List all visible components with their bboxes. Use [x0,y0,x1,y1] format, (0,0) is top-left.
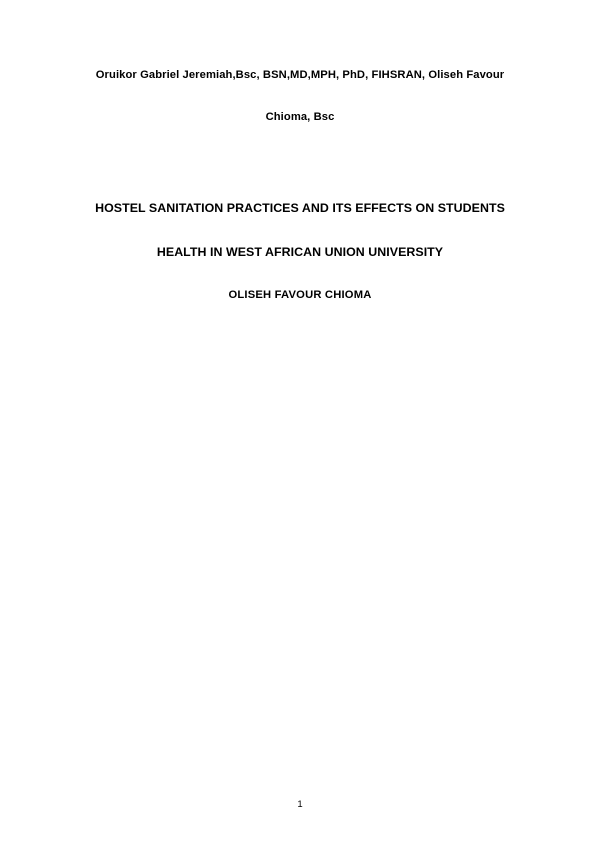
document-page [0,68,600,844]
primary-author-name: OLISEH FAVOUR CHIOMA [228,289,372,302]
authors-line-1: Oruikor Gabriel Jeremiah,Bsc, BSN,MD,MPH, PhD, FIHSRAN, Oliseh Favour [95,69,505,81]
page-number: 1 [297,799,303,810]
title-line-1: HOSTEL SANITATION PRACTICES AND ITS EFFECTS ON STUDENTS [95,201,505,216]
title-line-2: HEALTH IN WEST AFRICAN UNION UNIVERSITY [156,244,444,259]
authors-block [58,68,542,125]
authors-line-2: Chioma, Bsc [265,110,335,123]
document-title [58,200,542,261]
page-content [0,68,600,301]
